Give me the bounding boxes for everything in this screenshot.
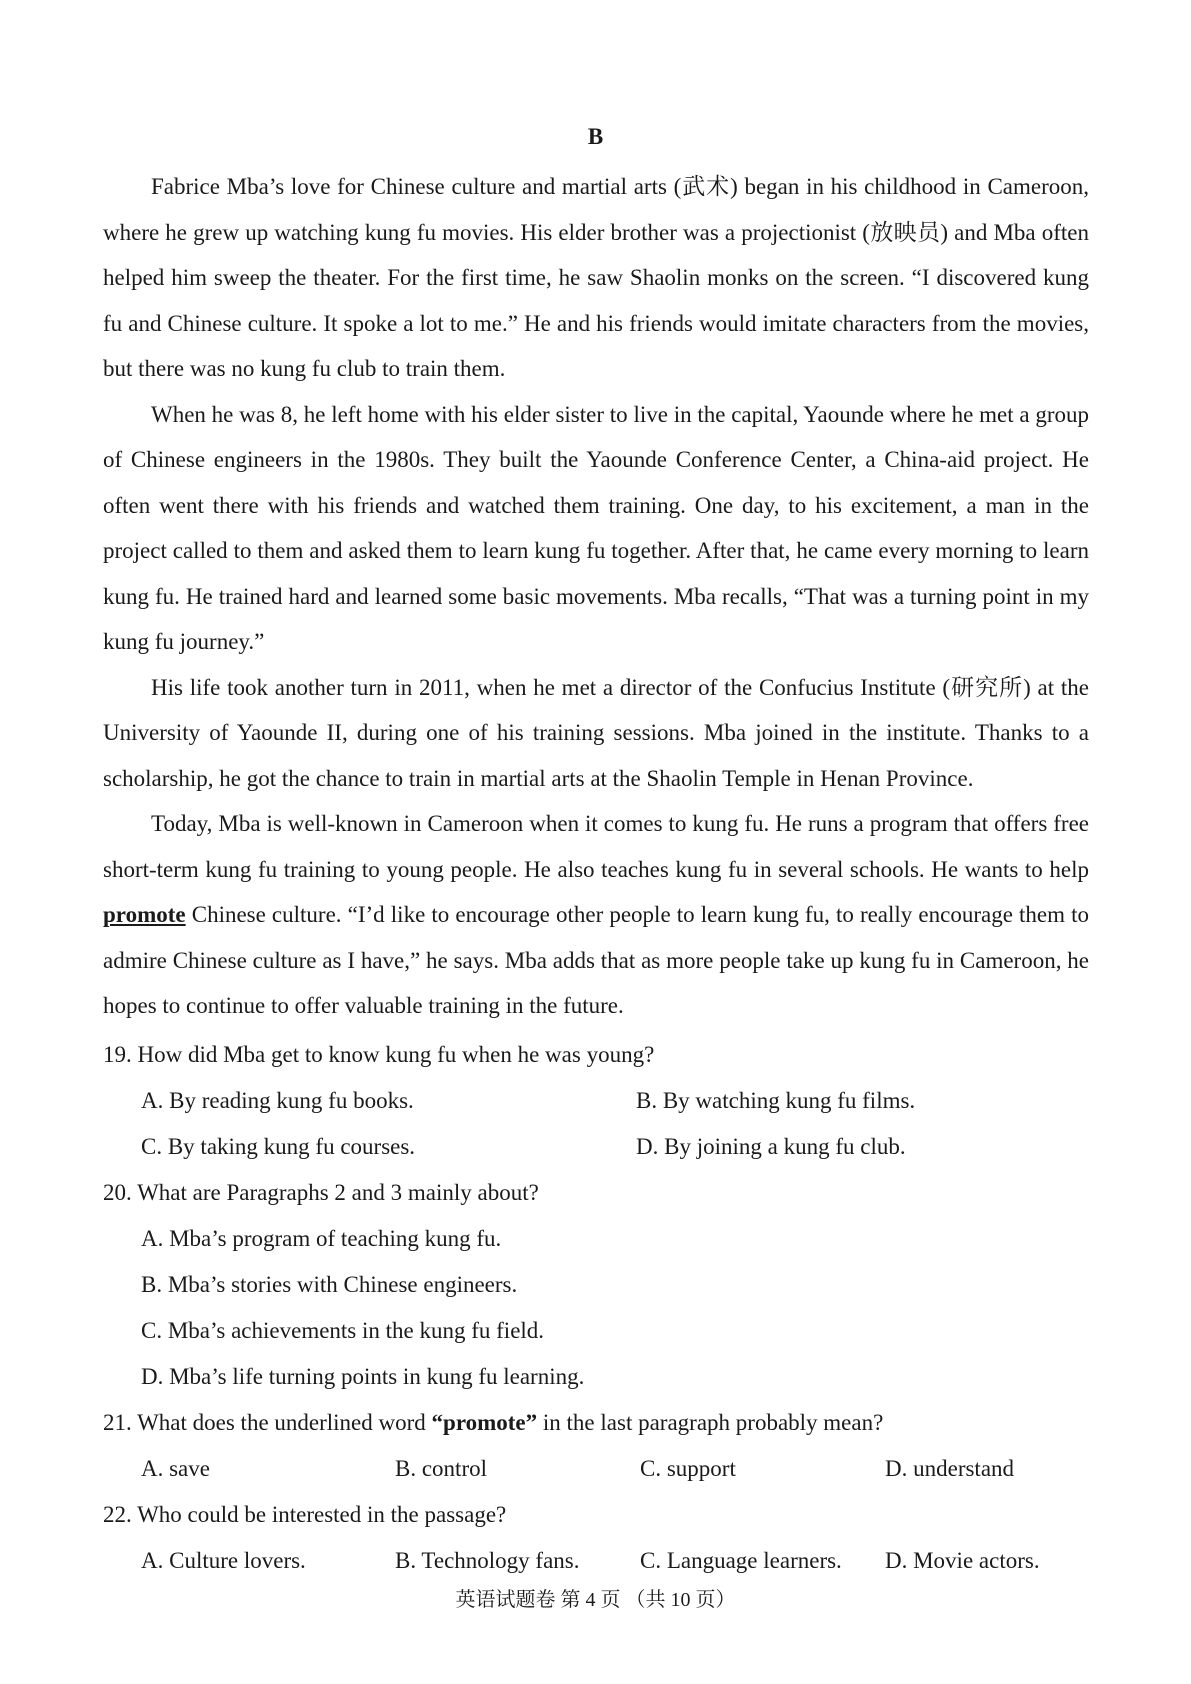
option-c[interactable]: C. By taking kung fu courses. [141,1134,416,1159]
option-a[interactable]: A. Culture lovers. [141,1548,306,1573]
question-19 [103,1032,1089,1170]
stem-start: 21. What does the underlined word [103,1410,432,1435]
paragraph-4-end: Chinese culture. “I’d like to encourage other people to learn kung fu, to really encourage them to admire Chinese culture as I have,” he says. Mba adds that as more people take up kung fu in Cameroon, he hopes to continue to offer valuable training in the future. [103,902,1089,1018]
option-c[interactable]: C. Mba’s achievements in the kung fu field. [141,1318,545,1343]
option-b[interactable]: B. control [395,1456,487,1481]
option-b[interactable]: B. By watching kung fu films. [636,1088,916,1113]
option-c[interactable]: C. support [640,1456,736,1481]
option-a[interactable]: A. save [141,1456,210,1481]
paragraph-3: His life took another turn in 2011, when he met a director of the Confucius Institute (研究所) at the University of Yaounde II, during one of his training sessions. Mba joined in the institute. Thanks to a scholarship, he got the chance to train in martial arts at the Shaolin Temple in Henan Province. [103,674,1089,791]
page-footer: 英语试题卷 第 4 页 （共 10 页） [455,1589,736,1611]
question-stem: 20. What are Paragraphs 2 and 3 mainly about? [103,1180,539,1205]
reading-passage [103,164,1089,1029]
option-list [103,1216,1089,1400]
question-stem: 22. Who could be interested in the passage? [103,1502,507,1527]
stem-keyword: “promote” [431,1410,538,1435]
stem-end: in the last paragraph probably mean? [537,1410,884,1435]
option-a[interactable]: A. By reading kung fu books. [141,1088,414,1113]
option-row [103,1446,1089,1492]
option-d[interactable]: D. understand [885,1456,1015,1481]
paragraph-2: When he was 8, he left home with his elder sister to live in the capital, Yaounde where he met a group of Chinese engineers in the 1980s. They built the Yaounde Conference Center, a China-aid project. He often went there with his friends and watched them training. One day, to his excitement, a man in the project called to them and asked them to learn kung fu together. After that, he came every morning to learn kung fu. He trained hard and learned some basic movements. Mba recalls, “That was a turning point in my kung fu journey.” [103,401,1089,654]
option-d[interactable]: D. Mba’s life turning points in kung fu learning. [141,1364,585,1389]
section-title: B [587,124,604,149]
underlined-word: promote [103,902,186,927]
option-d[interactable]: D. By joining a kung fu club. [636,1134,906,1159]
question-22 [103,1492,1089,1584]
option-a[interactable]: A. Mba’s program of teaching kung fu. [141,1226,502,1251]
option-d[interactable]: D. Movie actors. [885,1548,1040,1573]
question-21 [103,1400,1089,1492]
question-stem [103,1400,1089,1446]
option-b[interactable]: B. Mba’s stories with Chinese engineers. [141,1272,518,1297]
paragraph-4 [103,801,1089,1029]
option-row [103,1124,1089,1170]
option-c[interactable]: C. Language learners. [640,1548,842,1573]
question-list [103,1032,1089,1584]
question-stem: 19. How did Mba get to know kung fu when he was young? [103,1042,655,1067]
option-row [103,1078,1089,1124]
option-b[interactable]: B. Technology fans. [395,1548,580,1573]
paragraph-1: Fabrice Mba’s love for Chinese culture and martial arts (武术) began in his childhood in Cameroon, where he grew up watching kung fu movies. His elder brother was a projectionist (放映员) and Mba often helped him sweep the theater. For the first time, he saw Shaolin monks on the screen. “I discovered kung fu and Chinese culture. It spoke a lot to me.” He and his friends would imitate characters from the movies, but there was no kung fu club to train them. [103,174,1089,381]
option-row [103,1538,1089,1584]
question-20 [103,1170,1089,1400]
paragraph-4-start: Today, Mba is well-known in Cameroon when it comes to kung fu. He runs a program that offers free short-term kung fu training to young people. He also teaches kung fu in several schools. He wants to help [103,811,1089,882]
